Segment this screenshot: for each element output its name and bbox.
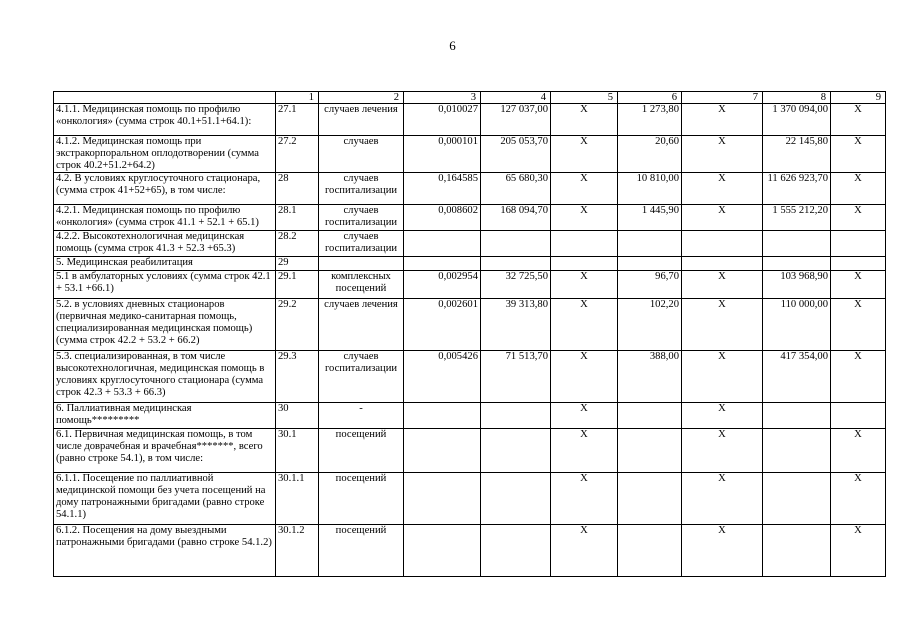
cell-row-label: 4.1.1. Медицинская помощь по профилю «онкология» (сумма строк 40.1+51.1+64.1): (54, 104, 276, 136)
cell-unit: случаев госпитализации (319, 351, 404, 403)
cell-col7: X (682, 271, 763, 299)
cell-col6: 10 810,00 (618, 173, 682, 205)
cell-col9: X (831, 473, 886, 525)
cell-col9: X (831, 173, 886, 205)
cell-col9: X (831, 104, 886, 136)
cell-norm-value: 0,008602 (404, 205, 481, 231)
table-row (54, 271, 886, 299)
cell-col5: X (551, 473, 618, 525)
table-row (54, 351, 886, 403)
cell-col5 (551, 257, 618, 271)
cell-row-code: 28.2 (276, 231, 319, 257)
cell-norm-value (404, 403, 481, 429)
cell-row-label: 5.1 в амбулаторных условиях (сумма строк 42.1 + 53.1 +66.1) (54, 271, 276, 299)
cell-norm-value: 0,000101 (404, 136, 481, 173)
cell-unit: посещений (319, 525, 404, 577)
cell-cost-value: 168 094,70 (481, 205, 551, 231)
cell-col5: X (551, 403, 618, 429)
cell-norm-value (404, 525, 481, 577)
cell-row-code: 29.2 (276, 299, 319, 351)
cell-row-code: 30.1 (276, 429, 319, 473)
table-row (54, 104, 886, 136)
table-row (54, 136, 886, 173)
cell-col9: X (831, 205, 886, 231)
cell-col5: X (551, 136, 618, 173)
cell-cost-value (481, 257, 551, 271)
cell-cost-value: 65 680,30 (481, 173, 551, 205)
cell-cost-value: 32 725,50 (481, 271, 551, 299)
cell-row-code: 28.1 (276, 205, 319, 231)
cell-col6 (618, 473, 682, 525)
cell-cost-value (481, 231, 551, 257)
cell-cost-value: 205 053,70 (481, 136, 551, 173)
table-row (54, 173, 886, 205)
table-row (54, 205, 886, 231)
cell-norm-value (404, 257, 481, 271)
header-cell: 6 (618, 92, 682, 104)
table-row (54, 473, 886, 525)
cell-norm-value: 0,002954 (404, 271, 481, 299)
cell-col5 (551, 231, 618, 257)
cell-cost-value (481, 403, 551, 429)
cell-norm-value: 0,164585 (404, 173, 481, 205)
cell-col8 (763, 257, 831, 271)
cell-col9: X (831, 136, 886, 173)
cell-col7: X (682, 351, 763, 403)
cell-unit: случаев госпитализации (319, 205, 404, 231)
cell-col7 (682, 257, 763, 271)
cell-unit: посещений (319, 429, 404, 473)
page-number: 6 (449, 38, 456, 53)
cell-col6 (618, 403, 682, 429)
cell-norm-value (404, 231, 481, 257)
cell-row-label: 5.2. в условиях дневных стационаров (первичная медико-санитарная помощь, специализированная медицинская помощь) (сумма строк 42.2 + 53.2 + 66.2) (54, 299, 276, 351)
cell-norm-value (404, 473, 481, 525)
cell-col8 (763, 429, 831, 473)
cell-row-label: 4.2.2. Высокотехнологичная медицинская помощь (сумма строк 41.3 + 52.3 +65.3) (54, 231, 276, 257)
cell-cost-value (481, 473, 551, 525)
cell-unit: случаев госпитализации (319, 231, 404, 257)
cell-col7 (682, 231, 763, 257)
cell-unit (319, 257, 404, 271)
cell-unit: случаев лечения (319, 299, 404, 351)
cell-row-label: 6.1.1. Посещение по паллиативной медицинской помощи без учета посещений на дому патронажными бригадами (равно строке 54.1.1) (54, 473, 276, 525)
cell-col5: X (551, 173, 618, 205)
cell-col6 (618, 257, 682, 271)
header-cell (54, 92, 276, 104)
cell-col6: 102,20 (618, 299, 682, 351)
cell-col8 (763, 473, 831, 525)
cell-row-code: 27.2 (276, 136, 319, 173)
cell-col5: X (551, 104, 618, 136)
cell-col6 (618, 429, 682, 473)
cell-col5: X (551, 351, 618, 403)
cell-col8: 1 555 212,20 (763, 205, 831, 231)
cell-col5: X (551, 299, 618, 351)
cell-col8: 103 968,90 (763, 271, 831, 299)
cell-cost-value: 39 313,80 (481, 299, 551, 351)
cell-col8: 11 626 923,70 (763, 173, 831, 205)
cell-unit: комплексных посещений (319, 271, 404, 299)
cell-col5: X (551, 205, 618, 231)
cell-col5: X (551, 429, 618, 473)
cell-row-code: 29 (276, 257, 319, 271)
cell-unit: посещений (319, 473, 404, 525)
cell-col5: X (551, 271, 618, 299)
cell-cost-value (481, 525, 551, 577)
cell-col6: 1 445,90 (618, 205, 682, 231)
table-row (54, 231, 886, 257)
cell-col7: X (682, 429, 763, 473)
cell-row-code: 28 (276, 173, 319, 205)
cell-col7: X (682, 525, 763, 577)
cell-col8 (763, 231, 831, 257)
cell-col7: X (682, 205, 763, 231)
cell-cost-value: 127 037,00 (481, 104, 551, 136)
cell-unit: случаев госпитализации (319, 173, 404, 205)
header-cell: 4 (481, 92, 551, 104)
data-table (53, 91, 886, 577)
header-cell: 3 (404, 92, 481, 104)
cell-row-code: 27.1 (276, 104, 319, 136)
cell-col6 (618, 525, 682, 577)
header-cell: 1 (276, 92, 319, 104)
cell-row-code: 30.1.2 (276, 525, 319, 577)
cell-col6: 20,60 (618, 136, 682, 173)
table-row (54, 525, 886, 577)
cell-row-label: 6. Паллиативная медицинская помощь********* (54, 403, 276, 429)
cell-col8: 417 354,00 (763, 351, 831, 403)
cell-col9: X (831, 299, 886, 351)
cell-col7: X (682, 299, 763, 351)
cell-col7: X (682, 403, 763, 429)
cell-col9 (831, 257, 886, 271)
cell-unit: случаев лечения (319, 104, 404, 136)
cell-col6: 388,00 (618, 351, 682, 403)
cell-row-label: 4.1.2. Медицинская помощь при экстракорпоральном оплодотворении (сумма строк 40.2+51.2+64.2) (54, 136, 276, 173)
cell-row-label: 5. Медицинская реабилитация (54, 257, 276, 271)
header-cell: 7 (682, 92, 763, 104)
cell-norm-value: 0,010027 (404, 104, 481, 136)
cell-col7: X (682, 136, 763, 173)
cell-row-code: 30.1.1 (276, 473, 319, 525)
cell-col8: 1 370 094,00 (763, 104, 831, 136)
header-row (54, 92, 886, 104)
cell-col9 (831, 403, 886, 429)
cell-col6: 1 273,80 (618, 104, 682, 136)
cell-norm-value: 0,005426 (404, 351, 481, 403)
cell-row-label: 4.2.1. Медицинская помощь по профилю «онкология» (сумма строк 41.1 + 52.1 + 65.1) (54, 205, 276, 231)
header-cell: 9 (831, 92, 886, 104)
cell-row-label: 5.3. специализированная, в том числе высокотехнологичная, медицинская помощь в условиях круглосуточного стационара (сумма строк 42.3 + 53.3 + 66.3) (54, 351, 276, 403)
table-row (54, 403, 886, 429)
header-cell: 2 (319, 92, 404, 104)
table-row (54, 257, 886, 271)
cell-col8 (763, 403, 831, 429)
cell-col9: X (831, 429, 886, 473)
cell-col8 (763, 525, 831, 577)
cell-col5: X (551, 525, 618, 577)
cell-norm-value: 0,002601 (404, 299, 481, 351)
cell-unit: - (319, 403, 404, 429)
header-cell: 5 (551, 92, 618, 104)
cell-row-code: 30 (276, 403, 319, 429)
table-row (54, 299, 886, 351)
cell-col8: 22 145,80 (763, 136, 831, 173)
cell-col7: X (682, 173, 763, 205)
cell-col8: 110 000,00 (763, 299, 831, 351)
cell-col6 (618, 231, 682, 257)
cell-col9: X (831, 351, 886, 403)
header-cell: 8 (763, 92, 831, 104)
cell-col9: X (831, 525, 886, 577)
cell-row-label: 6.1.2. Посещения на дому выездными патронажными бригадами (равно строке 54.1.2) (54, 525, 276, 577)
cell-cost-value (481, 429, 551, 473)
cell-row-code: 29.1 (276, 271, 319, 299)
cell-row-code: 29.3 (276, 351, 319, 403)
cell-cost-value: 71 513,70 (481, 351, 551, 403)
cell-col9 (831, 231, 886, 257)
cell-norm-value (404, 429, 481, 473)
cell-col6: 96,70 (618, 271, 682, 299)
cell-row-label: 6.1. Первичная медицинская помощь, в том числе доврачебная и врачебная*******, всего (равно строке 54.1), в том числе: (54, 429, 276, 473)
table-row (54, 429, 886, 473)
cell-col7: X (682, 473, 763, 525)
cell-col7: X (682, 104, 763, 136)
cell-col9: X (831, 271, 886, 299)
cell-unit: случаев (319, 136, 404, 173)
cell-row-label: 4.2. В условиях круглосуточного стационара, (сумма строк 41+52+65), в том числе: (54, 173, 276, 205)
table-body (54, 92, 886, 577)
